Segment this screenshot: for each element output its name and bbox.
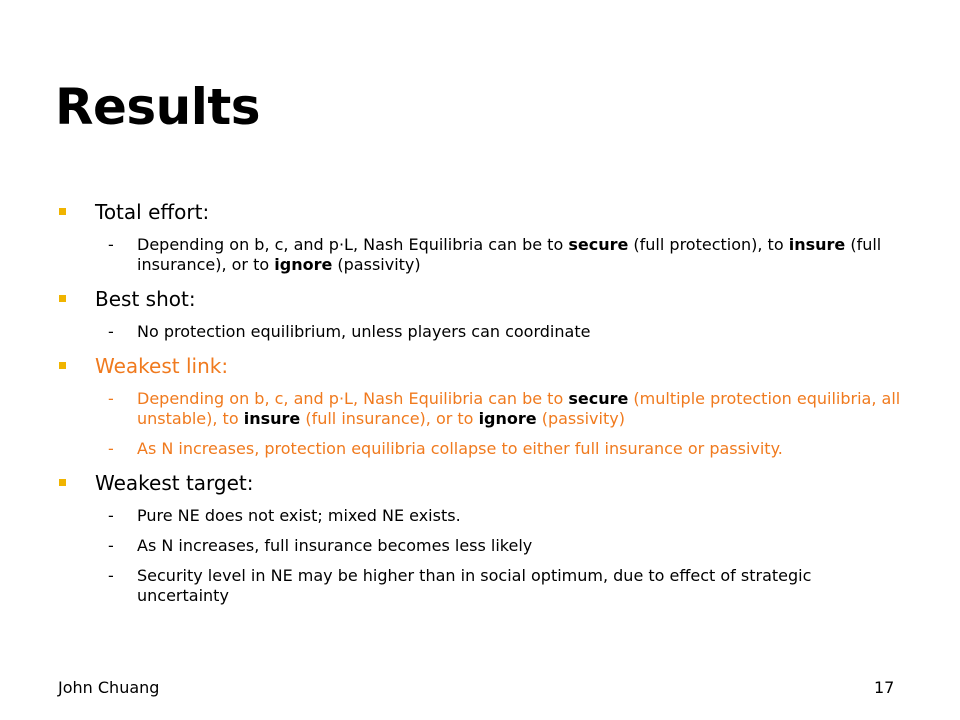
footer-page-number: 17 bbox=[874, 678, 895, 697]
bullet-heading: Total effort: bbox=[95, 200, 210, 224]
dash-marker: - bbox=[108, 506, 114, 525]
sub-bullet bbox=[58, 235, 908, 275]
dash-marker: - bbox=[108, 536, 114, 555]
keyword-insure: insure bbox=[788, 235, 846, 254]
sub-bullet bbox=[58, 389, 908, 429]
keyword-secure: secure bbox=[568, 235, 629, 254]
sub-bullet-text: Pure NE does not exist; mixed NE exists. bbox=[137, 506, 461, 525]
bullet-heading: Weakest target: bbox=[95, 471, 254, 495]
sub-bullet bbox=[58, 566, 908, 606]
sub-bullet-text: Security level in NE may be higher than in social optimum, due to effect of strategic uncertainty bbox=[137, 566, 812, 605]
square-bullet-icon bbox=[59, 362, 66, 369]
keyword-insure: insure bbox=[243, 409, 301, 428]
keyword-secure: secure bbox=[568, 389, 629, 408]
sub-bullet-text: Depending on b, c, and p·L, Nash Equilibria can be to secure (full protection), to insure (full insurance), or to ignore (passivity) bbox=[137, 235, 882, 274]
square-bullet-icon bbox=[59, 479, 66, 486]
keyword-ignore: ignore bbox=[274, 255, 333, 274]
sub-bullet bbox=[58, 439, 908, 459]
slide-title: Results bbox=[55, 78, 261, 136]
square-bullet-icon bbox=[59, 295, 66, 302]
slide-content bbox=[58, 198, 908, 606]
keyword-ignore: ignore bbox=[478, 409, 537, 428]
square-bullet-icon bbox=[59, 208, 66, 215]
sub-bullet bbox=[58, 536, 908, 556]
dash-marker: - bbox=[108, 235, 114, 254]
sub-bullet-text: As N increases, full insurance becomes less likely bbox=[137, 536, 533, 555]
dash-marker: - bbox=[108, 439, 114, 458]
dash-marker: - bbox=[108, 389, 114, 408]
bullet-best-shot bbox=[58, 285, 908, 313]
sub-bullet-text: As N increases, protection equilibria collapse to either full insurance or passivity. bbox=[137, 439, 783, 458]
bullet-weakest-target bbox=[58, 469, 908, 497]
bullet-heading: Weakest link: bbox=[95, 354, 229, 378]
dash-marker: - bbox=[108, 566, 114, 585]
bullet-heading: Best shot: bbox=[95, 287, 196, 311]
sub-bullet bbox=[58, 506, 908, 526]
sub-bullet bbox=[58, 322, 908, 342]
sub-bullet-text: No protection equilibrium, unless players can coordinate bbox=[137, 322, 591, 341]
bullet-weakest-link bbox=[58, 352, 908, 380]
dash-marker: - bbox=[108, 322, 114, 341]
sub-bullet-text: Depending on b, c, and p·L, Nash Equilibria can be to secure (multiple protection equilibria, all unstable), to insure (full insurance), or to ignore (passivity) bbox=[137, 389, 901, 428]
bullet-total-effort bbox=[58, 198, 908, 226]
footer-author: John Chuang bbox=[58, 678, 160, 697]
